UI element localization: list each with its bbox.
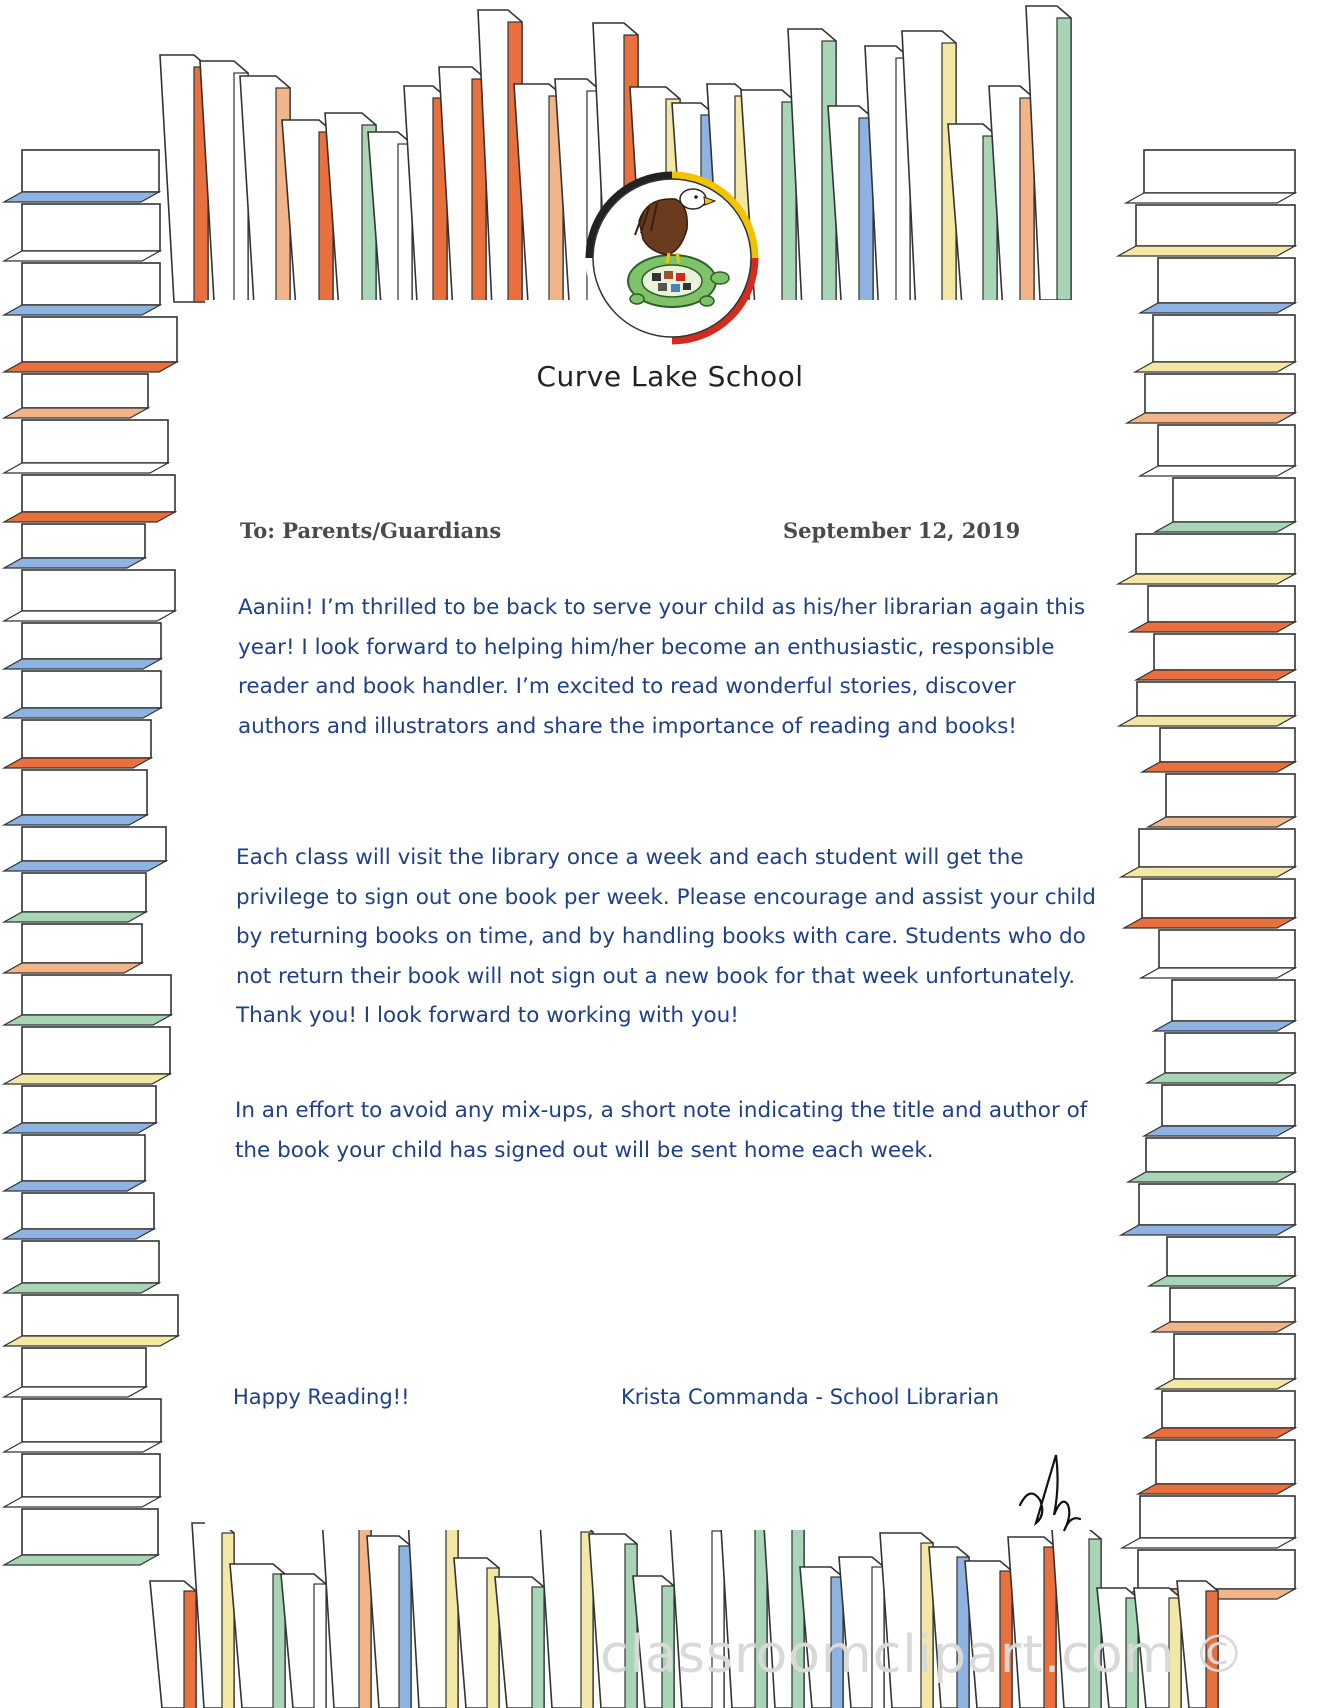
eagle-turtle-medicine-wheel-icon bbox=[577, 163, 767, 353]
closing-line: Happy Reading!! bbox=[233, 1385, 410, 1409]
signoff-line: Krista Commanda - School Librarian bbox=[621, 1385, 1000, 1409]
letter-paragraph-1: Aaniin! I’m thrilled to be back to serve your child as his/her librarian again this year! I look forward to helping him/her become an enthusiastic, responsible reader and book handler. I’m excited to read wonderful stories, discover authors and illustrators and share the importance of reading and books! bbox=[238, 595, 1086, 739]
letter-paragraph-2: Each class will visit the library once a week and each student will get the privilege to sign out one book per week. Please encourage and assist your child by returning books on time, and by handling books with care. Students who do not return their book will not sign out a new book for that week unfortunately. Thank you! I look forward to working with you! bbox=[236, 845, 1096, 1028]
letter-date: September 12, 2019 bbox=[783, 518, 1021, 543]
handwritten-signature bbox=[1010, 1445, 1090, 1545]
watermark: classroomclipart.com © bbox=[600, 1625, 1246, 1685]
letter-paragraph-3: In an effort to avoid any mix-ups, a short note indicating the title and author of the book your child has signed out will be sent home each week. bbox=[235, 1098, 1088, 1163]
school-name: Curve Lake School bbox=[536, 360, 804, 393]
recipient-line: To: Parents/Guardians bbox=[240, 518, 502, 543]
book-spine bbox=[1057, 18, 1071, 300]
